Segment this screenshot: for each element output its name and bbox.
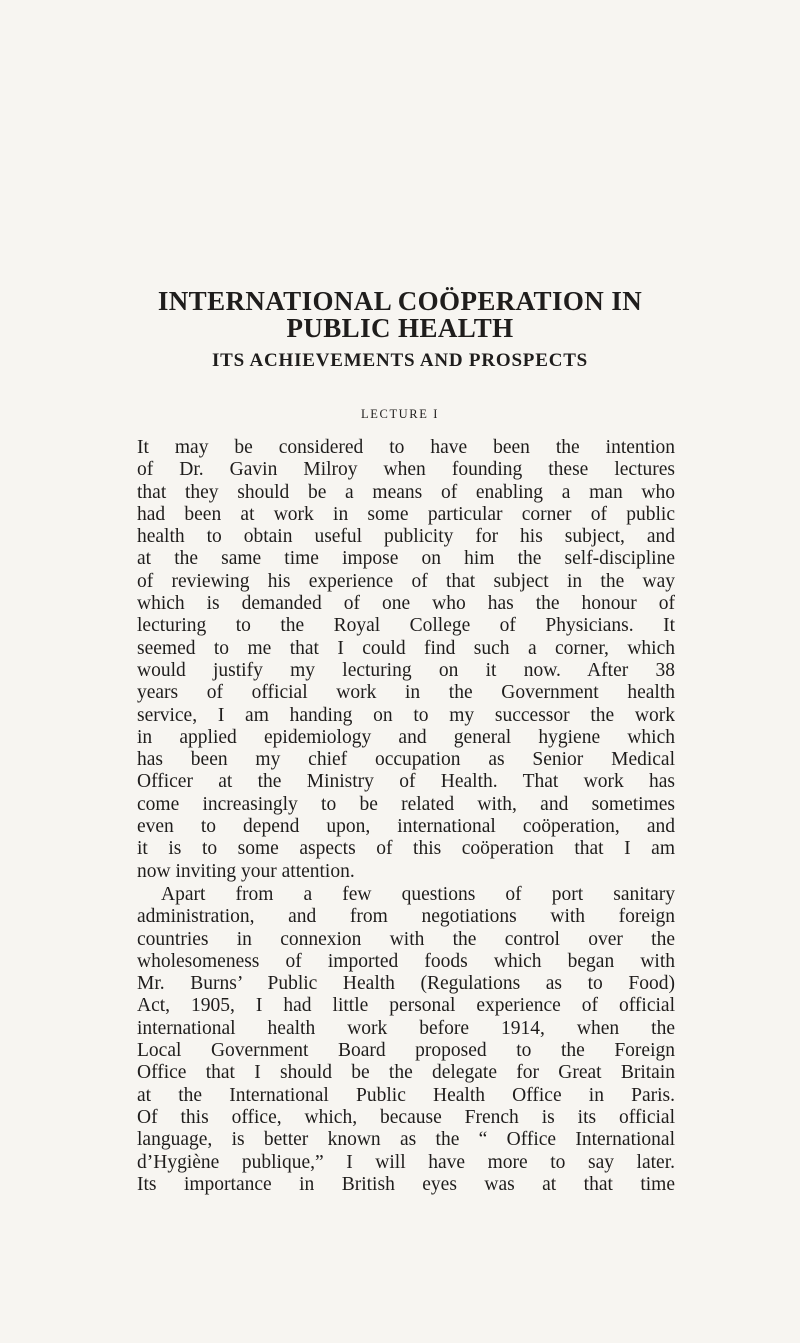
text-line: It may be considered to have been the intention: [137, 437, 675, 458]
text-line: had been at work in some particular corner of public: [137, 503, 675, 525]
text-line: it is to some aspects of this coöperation that I am: [137, 838, 675, 860]
text-line: Office that I should be the delegate for Great Britain: [137, 1062, 675, 1084]
text-line: international health work before 1914, when the: [137, 1017, 675, 1039]
paragraph-2: [137, 884, 675, 1196]
subtitle: ITS ACHIEVEMENTS AND PROSPECTS: [211, 350, 589, 371]
text-line: come increasingly to be related with, and sometimes: [137, 793, 675, 815]
text-line: of Dr. Gavin Milroy when founding these lectures: [137, 459, 675, 481]
title-line-2: PUBLIC HEALTH: [286, 313, 514, 343]
text-line: Apart from a few questions of port sanitary: [161, 884, 675, 905]
text-line: Act, 1905, I had little personal experience of official: [137, 995, 675, 1017]
text-line: Of this office, which, because French is its official: [137, 1106, 675, 1128]
text-line: lecturing to the Royal College of Physicians. It: [137, 615, 675, 637]
text-line: that they should be a means of enabling a man who: [137, 481, 675, 503]
text-line: would justify my lecturing on it now. After 38: [137, 659, 675, 681]
text-line: in applied epidemiology and general hygiene which: [137, 726, 675, 748]
text-line: has been my chief occupation as Senior Medical: [137, 749, 675, 771]
text-line: health to obtain useful publicity for his subject, and: [137, 526, 675, 548]
lecture-label: LECTURE I: [361, 407, 439, 421]
title-line-1: INTERNATIONAL COÖPERATION IN: [157, 286, 643, 316]
text-line: at the International Public Health Office in Paris.: [137, 1084, 675, 1106]
text-line: administration, and from negotiations with foreign: [137, 906, 675, 928]
text-line: wholesomeness of imported foods which began with: [137, 950, 675, 972]
paragraph-1: [137, 437, 675, 883]
text-line: Its importance in British eyes was at that time: [137, 1173, 675, 1195]
text-line: language, is better known as the “ Office International: [137, 1129, 675, 1151]
text-line: countries in connexion with the control over the: [137, 928, 675, 950]
text-line: years of official work in the Government health: [137, 682, 675, 704]
text-line: even to depend upon, international coöperation, and: [137, 816, 675, 838]
text-line: which is demanded of one who has the honour of: [137, 593, 675, 615]
text-line: of reviewing his experience of that subject in the way: [137, 570, 675, 592]
text-line: seemed to me that I could find such a corner, which: [137, 637, 675, 659]
text-line: at the same time impose on him the self-discipline: [137, 548, 675, 570]
text-line: Mr. Burns’ Public Health (Regulations as to Food): [137, 973, 675, 995]
text-line: Local Government Board proposed to the Foreign: [137, 1040, 675, 1062]
text-line: service, I am handing on to my successor the work: [137, 704, 675, 726]
text-line: now inviting your attention.: [137, 860, 355, 882]
text-line: d’Hygiène publique,” I will have more to say later.: [137, 1151, 675, 1173]
text-line: Officer at the Ministry of Health. That work has: [137, 771, 675, 793]
